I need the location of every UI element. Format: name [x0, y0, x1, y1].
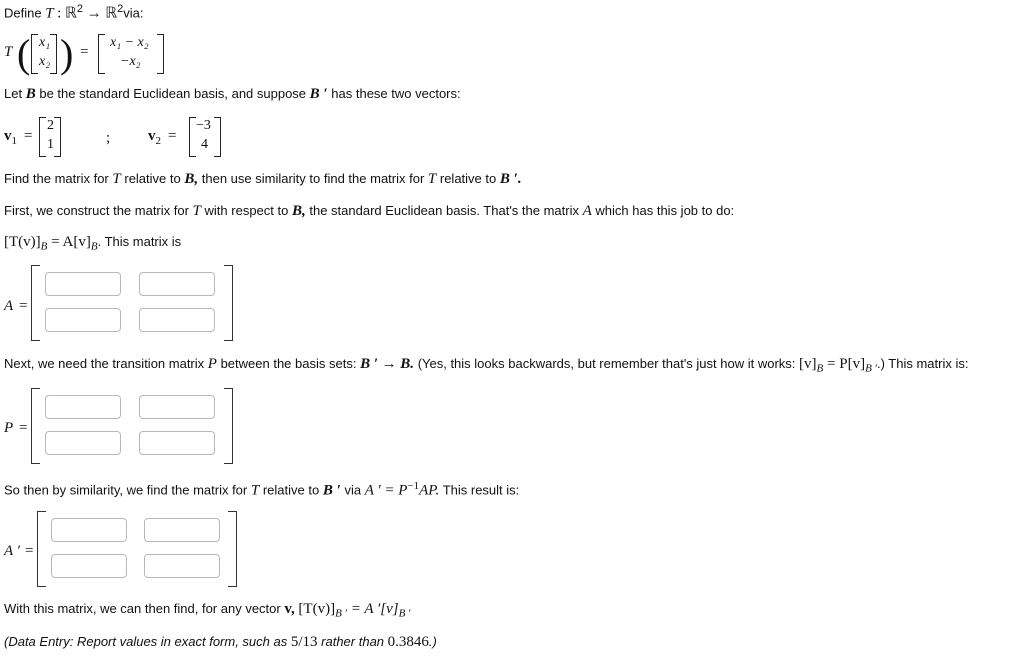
input-vector	[31, 34, 57, 74]
output-row-1: x₁ − x₂	[110, 35, 149, 50]
definition-line: Define T : ℝ$^2$ → ℝ$^2$via:	[4, 3, 144, 22]
codomain-R: ℝ	[105, 5, 118, 22]
matrix-A-input-22[interactable]	[139, 308, 215, 332]
domain-R: ℝ	[64, 5, 77, 22]
T-label: T	[4, 44, 13, 60]
matrix-A-input-11[interactable]	[45, 272, 121, 296]
v1-vector	[39, 117, 61, 157]
output-row-2: −x₂	[120, 54, 141, 69]
matrix-A-input-12[interactable]	[139, 272, 215, 296]
matrix-Aprime-input-11[interactable]	[51, 518, 127, 542]
v1-entry-2: 1	[47, 137, 54, 152]
v2-entry-2: 4	[201, 137, 208, 152]
v2-label: $v_2$	[148, 128, 161, 147]
B-symbol: B	[25, 86, 36, 102]
step-one-text: First, we construct the matrix for T with respect to B, the standard Euclidean basis. That's the matrix A which has this job to do:	[4, 203, 735, 219]
v1-entry-1: 2	[47, 118, 54, 133]
domain-exponent: 2	[76, 3, 83, 15]
x2-entry: x₂	[39, 54, 51, 69]
matrix-Aprime-label: A ′	[4, 543, 20, 559]
matrix-A-label: A	[4, 298, 14, 314]
similarity-text: So then by similarity, we find the matrix for T relative to B ′ via A ′ = $P^{-1}AP$. This result is:	[4, 480, 520, 499]
matrix-Aprime-input-21[interactable]	[51, 554, 127, 578]
output-vector	[98, 34, 164, 74]
matrix-P-input-11[interactable]	[45, 395, 121, 419]
define-text: Define	[4, 5, 42, 21]
matrix-P-input-12[interactable]	[139, 395, 215, 419]
T-symbol: T	[45, 5, 54, 22]
via-text: via:	[123, 5, 144, 21]
v1-label: $v_1$	[4, 128, 17, 147]
x1-entry: x₁	[39, 35, 51, 50]
paren-right: )	[60, 31, 74, 76]
Bprime-symbol: B ′	[309, 86, 328, 102]
matrix-Aprime-input-22[interactable]	[144, 554, 220, 578]
matrix-Aprime	[37, 511, 237, 587]
basis-description: Let B be the standard Euclidean basis, and suppose B ′ has these two vectors:	[4, 86, 461, 102]
data-entry-note: (Data Entry: Report values in exact form, such as 5/13 rather than 0.3846.)	[4, 634, 437, 650]
matrix-A-input-21[interactable]	[45, 308, 121, 332]
equals-sign: =	[80, 44, 89, 60]
v2-vector	[189, 117, 221, 157]
matrix-A-equation: $[T(v)]_B = A[v]_B$. This matrix is	[4, 234, 182, 253]
matrix-P-input-21[interactable]	[45, 431, 121, 455]
paren-left: (	[17, 31, 31, 76]
arrow: →	[86, 5, 102, 22]
conclusion-text: With this matrix, we can then find, for any vector v, $[T(v)]_{B '} = A$ $'[v]_{B '}$	[4, 601, 411, 620]
matrix-P-input-22[interactable]	[139, 431, 215, 455]
v2-entry-1: −3	[196, 118, 211, 133]
transition-matrix-text: Next, we need the transition matrix P between the basis sets: B ′ → B. (Yes, this looks backwards, but remember that's just how it works: $[v]_B = P[v]_{B '}$.) This matrix is:	[4, 356, 969, 375]
matrix-Aprime-input-12[interactable]	[144, 518, 220, 542]
matrix-P	[31, 388, 233, 464]
matrix-P-label: P	[4, 420, 14, 436]
task-statement: Find the matrix for T relative to B, then use similarity to find the matrix for T relative to B ′.	[4, 171, 522, 187]
colon: :	[57, 5, 62, 22]
separator-semicolon: ;	[106, 130, 111, 146]
matrix-A	[31, 265, 233, 341]
